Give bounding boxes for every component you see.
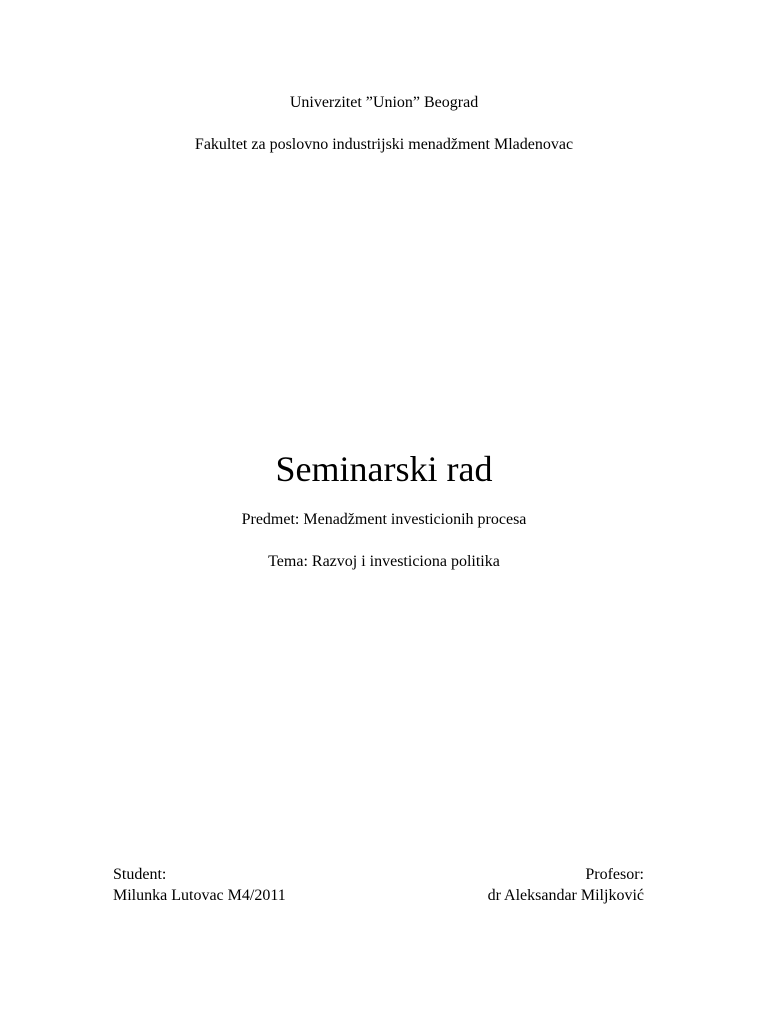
professor-name: dr Aleksandar Miljković (487, 887, 644, 904)
university-name: Univerzitet ”Union” Beograd (289, 94, 479, 111)
student-label: Student: (113, 866, 167, 883)
subject-line: Predmet: Menadžment investicionih procesa (241, 511, 527, 528)
student-block (113, 864, 286, 906)
professor-block (488, 864, 644, 906)
professor-label: Profesor: (585, 866, 644, 883)
topic-line: Tema: Razvoj i investiciona politika (268, 553, 500, 570)
student-name: Milunka Lutovac M4/2011 (113, 887, 286, 904)
faculty-name: Fakultet za poslovno industrijski menadžment Mladenovac (194, 136, 574, 153)
document-title: Seminarski rad (275, 449, 493, 489)
